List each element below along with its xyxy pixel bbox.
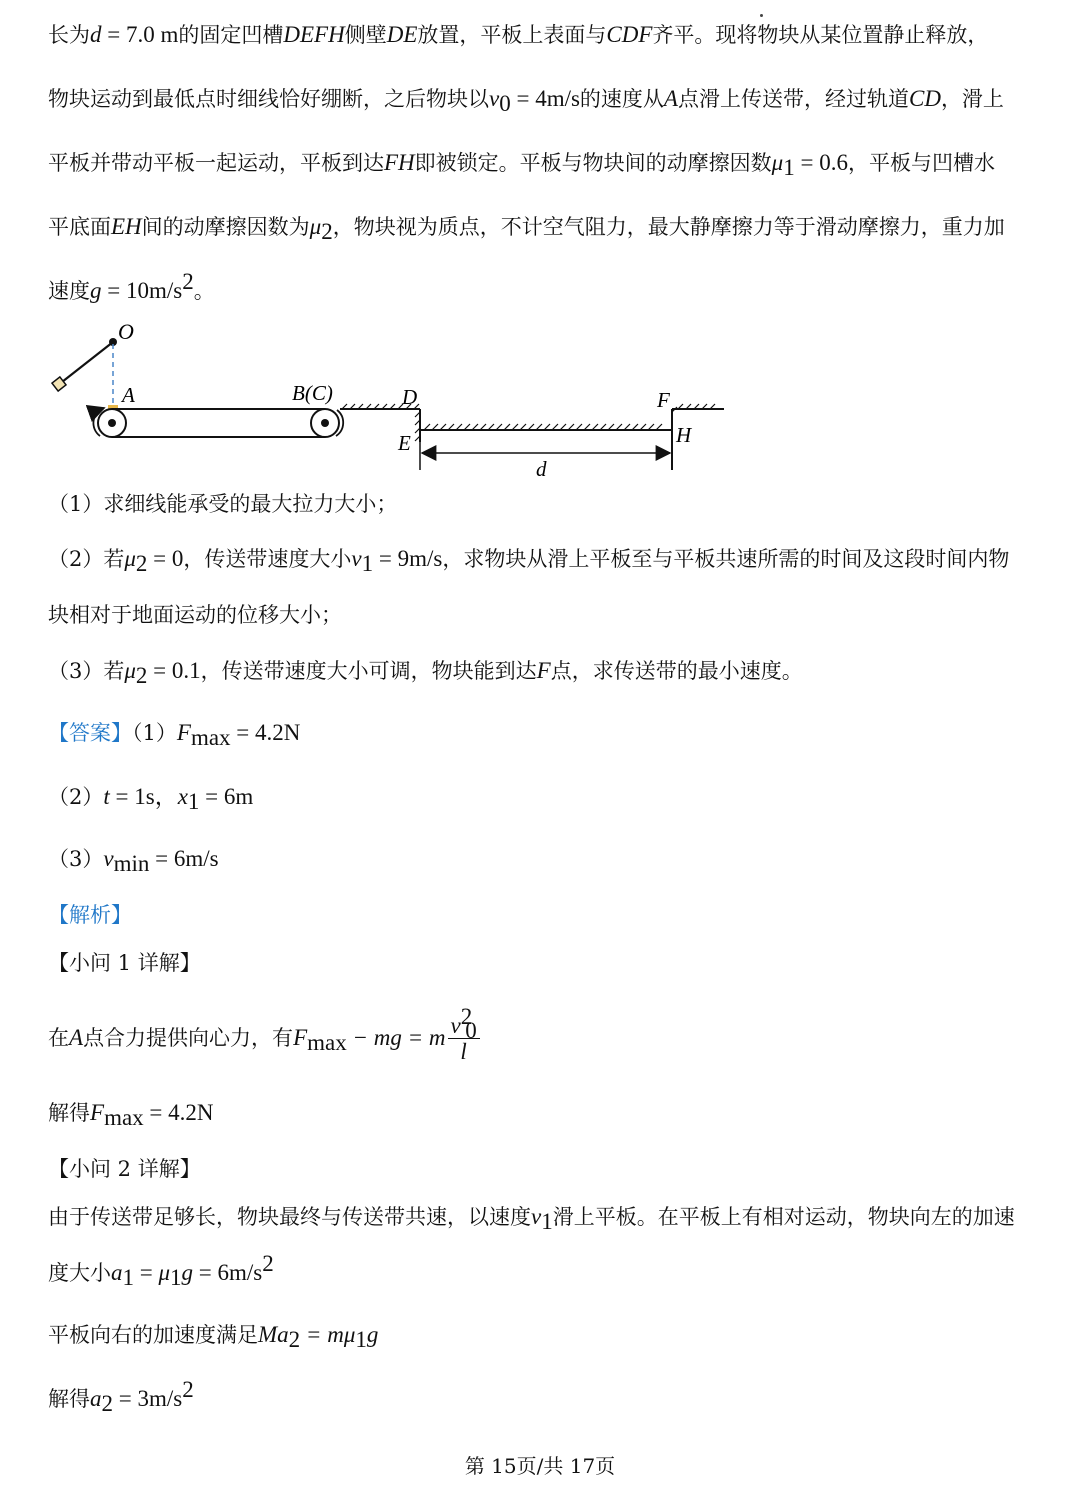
solution-2-line-3: 平板向右的加速度满足$Ma_2 = m\mu_1g$ bbox=[48, 1322, 379, 1352]
answer-2: （2）t = 1s，$x_1 = 6m$ bbox=[48, 784, 254, 814]
pendulum bbox=[52, 338, 118, 410]
problem-line-5: 速度$g = 10m/s^2$。 bbox=[48, 269, 215, 303]
sub-question-1-heading: 【小问 1 详解】 bbox=[48, 951, 201, 975]
page-footer: 第 15页/共 17页 bbox=[464, 1454, 616, 1478]
label-O: O bbox=[118, 319, 134, 344]
label-A: A bbox=[122, 383, 135, 407]
label-d: d bbox=[536, 457, 547, 481]
problem-line-3: 平板并带动平板一起运动，平板到达FH即被锁定。平板与物块间的动摩擦因数$\mu_1 = 0.6$，平板与凹槽水 bbox=[48, 150, 995, 180]
physics-diagram bbox=[40, 312, 740, 487]
label-D: D bbox=[402, 385, 418, 409]
question-3: （3）若$\mu_2 = 0.1$，传送带速度大小可调，物块能到达F点，求传送带的最小速度。 bbox=[48, 658, 803, 688]
scan-speck bbox=[760, 14, 763, 17]
problem-line-4: 平底面EH间的动摩擦因数为$\mu_2$，物块视为质点，不计空气阻力，最大静摩擦力等于滑动摩擦力，重力加 bbox=[48, 214, 1005, 244]
conveyor-belt bbox=[93, 408, 343, 437]
string bbox=[62, 342, 113, 382]
block bbox=[52, 377, 66, 391]
solution-2-line-4: 解得$a_2 = 3m/s^2$ bbox=[48, 1377, 194, 1416]
solution-1-equation: 在A点合力提供向心力，有$F_{max}$ − mg = m $\frac{v^2_0}{l}$ bbox=[48, 1014, 482, 1065]
sub-question-2-heading: 【小问 2 详解】 bbox=[48, 1157, 201, 1181]
question-2-cont: 块相对于地面运动的位移大小； bbox=[48, 603, 342, 627]
answer-1: 【答案】$(1)F_{max} = 4.2N$ bbox=[48, 720, 301, 750]
solution-2-line-2: 度大小$a_1 = \mu_1g = 6m/s^2$ bbox=[48, 1251, 274, 1290]
label-BC: B(C) bbox=[292, 381, 333, 405]
question-2: （2）若$\mu_2 = 0$，传送带速度大小$v_1 = 9m/s$，求物块从滑上平板至与平板共速所需的时间及这段时间内物 bbox=[48, 546, 1010, 576]
problem-line-2: 物块运动到最低点时细线恰好绷断，之后物块以$v_0 = 4m/s$的速度从A点滑上传送带，经过轨道CD，滑上 bbox=[48, 86, 1004, 116]
analysis-tag: 【解析】 bbox=[48, 903, 132, 927]
problem-line-1: 长为d = 7.0 m的固定凹槽DEFH侧壁DE放置，平板上表面与CDF齐平。现将物块从某位置静止释放， bbox=[48, 22, 989, 47]
answer-3: $(3)v_{min} = 6m/s$ bbox=[48, 846, 219, 876]
question-1: （1）求细线能承受的最大拉力大小； bbox=[48, 492, 398, 516]
label-E: E bbox=[398, 431, 411, 455]
solution-2-line-1: 由于传送带足够长，物块最终与传送带共速，以速度$v_1$滑上平板。在平板上有相对运动，物块向左的加速 bbox=[48, 1204, 1015, 1234]
fraction-v0sq-over-l: $\frac{v^2_0}{l}$ bbox=[448, 1014, 480, 1065]
solution-1-result: 解得$F_{max} = 4.2N$ bbox=[48, 1100, 214, 1130]
label-F: F bbox=[657, 388, 670, 412]
label-H: H bbox=[676, 423, 692, 447]
